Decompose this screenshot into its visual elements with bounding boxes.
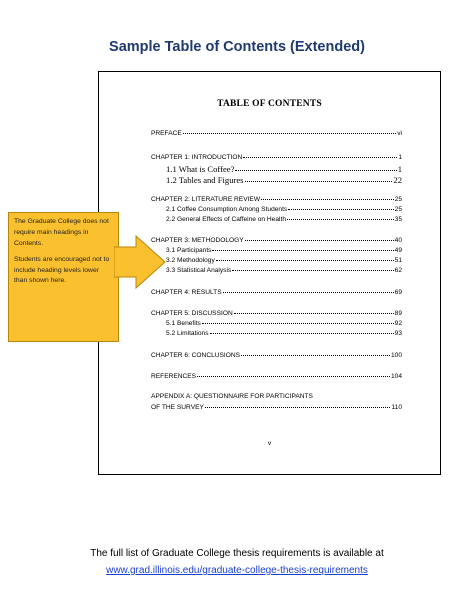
callout-note bbox=[8, 212, 119, 342]
dot-leader bbox=[210, 333, 394, 334]
toc-entry-label: 5.1 Benefits bbox=[166, 320, 201, 327]
toc-entry-chapter-3 bbox=[151, 238, 402, 245]
toc-entry-chapter-2 bbox=[151, 197, 402, 204]
toc-entry-2-2 bbox=[166, 217, 402, 224]
toc-entry-label: CHAPTER 1: INTRODUCTION bbox=[151, 154, 243, 161]
toc-entry-label: 1.2 Tables and Figures bbox=[166, 175, 244, 185]
toc-entry-chapter-1 bbox=[151, 155, 402, 162]
toc-entry-label: 5.2 Limitations bbox=[166, 330, 209, 337]
toc-entry-page: 25 bbox=[394, 206, 402, 213]
toc-entry-chapter-6 bbox=[151, 353, 402, 360]
toc-entry-page: 40 bbox=[394, 237, 402, 244]
toc-entry-page: 49 bbox=[394, 247, 402, 254]
toc-entry-page: 25 bbox=[394, 196, 402, 203]
toc-entry-5-1 bbox=[166, 321, 402, 328]
page-number: v bbox=[267, 440, 272, 447]
toc-heading: TABLE OF CONTENTS bbox=[217, 99, 322, 109]
dot-leader bbox=[261, 199, 394, 200]
toc-entry-label: 3.3 Statistical Analysis bbox=[166, 267, 232, 274]
toc-entry-label: REFERENCES bbox=[151, 373, 197, 380]
toc-entry-preface bbox=[151, 131, 402, 138]
toc-entry-page: 100 bbox=[390, 352, 402, 359]
dot-leader bbox=[243, 157, 397, 158]
toc-entry-3-3 bbox=[166, 268, 402, 275]
dot-leader bbox=[216, 260, 394, 261]
toc-entry-references bbox=[151, 374, 402, 381]
toc-entry-chapter-5 bbox=[151, 311, 402, 318]
toc-entry-appendix-a-cont bbox=[151, 405, 402, 412]
dot-leader bbox=[235, 170, 396, 171]
callout-text-1: The Graduate College does not require main headings in Contents. bbox=[14, 218, 109, 247]
dot-leader bbox=[205, 407, 391, 408]
toc-entry-3-2 bbox=[166, 258, 402, 265]
toc-entry-3-1 bbox=[166, 248, 402, 255]
toc-entry-1-2 bbox=[166, 176, 402, 185]
toc-entry-label: 2.2 General Effects of Caffeine on Health bbox=[166, 216, 286, 223]
dot-leader bbox=[234, 313, 394, 314]
toc-entry-label: CHAPTER 4: RESULTS bbox=[151, 289, 222, 296]
callout-arrow-icon bbox=[114, 235, 166, 289]
toc-entry-1-1 bbox=[166, 165, 402, 174]
dot-leader bbox=[202, 323, 394, 324]
toc-entry-page: 1 bbox=[397, 164, 402, 174]
callout-text-2: Students are encouraged not to include heading levels lower than shown here. bbox=[14, 255, 110, 285]
dot-leader bbox=[183, 133, 396, 134]
footer-link[interactable]: www.grad.illinois.edu/graduate-college-thesis-requirements bbox=[106, 565, 368, 576]
dot-leader bbox=[245, 181, 393, 182]
dot-leader bbox=[241, 355, 390, 356]
toc-entry-label: 2.1 Coffee Consumption Among Students bbox=[166, 206, 288, 213]
toc-entry-label: CHAPTER 2: LITERATURE REVIEW bbox=[151, 196, 261, 203]
toc-entry-label: 3.2 Methodology bbox=[166, 257, 215, 264]
dot-leader bbox=[223, 292, 394, 293]
toc-entry-2-1 bbox=[166, 207, 402, 214]
document-title: Sample Table of Contents (Extended) bbox=[109, 39, 365, 55]
toc-entry-appendix-a: APPENDIX A: QUESTIONNAIRE FOR PARTICIPANTS bbox=[151, 393, 313, 400]
toc-entry-label: 1.1 What is Coffee? bbox=[166, 164, 235, 174]
toc-entry-label: OF THE SURVEY bbox=[151, 404, 204, 411]
toc-entry-page: 1 bbox=[398, 154, 402, 161]
toc-entry-page: 89 bbox=[394, 310, 402, 317]
toc-entry-page: 93 bbox=[394, 330, 402, 337]
toc-entry-chapter-4 bbox=[151, 290, 402, 297]
dot-leader bbox=[287, 219, 394, 220]
toc-entry-page: 69 bbox=[394, 289, 402, 296]
toc-entry-page: 22 bbox=[393, 175, 402, 185]
dot-leader bbox=[245, 240, 394, 241]
toc-entry-label: CHAPTER 6: CONCLUSIONS bbox=[151, 352, 241, 359]
toc-entry-page: 104 bbox=[390, 373, 402, 380]
toc-entry-page: 62 bbox=[394, 267, 402, 274]
toc-entry-page: 51 bbox=[394, 257, 402, 264]
toc-entry-page: vi bbox=[397, 130, 402, 137]
toc-entry-page: 35 bbox=[394, 216, 402, 223]
dot-leader bbox=[288, 209, 393, 210]
dot-leader bbox=[232, 270, 393, 271]
dot-leader bbox=[197, 376, 390, 377]
toc-entry-label: PREFACE bbox=[151, 130, 182, 137]
toc-entry-page: 110 bbox=[391, 404, 402, 411]
toc-entry-label: CHAPTER 5: DISCUSSION bbox=[151, 310, 233, 317]
footer-text: The full list of Graduate College thesis requirements is available at bbox=[90, 548, 384, 559]
toc-entry-page: 92 bbox=[394, 320, 402, 327]
toc-entry-label: 3.1 Participants bbox=[166, 247, 212, 254]
dot-leader bbox=[212, 250, 393, 251]
toc-entry-5-2 bbox=[166, 331, 402, 338]
toc-entry-label: CHAPTER 3: METHODOLOGY bbox=[151, 237, 244, 244]
